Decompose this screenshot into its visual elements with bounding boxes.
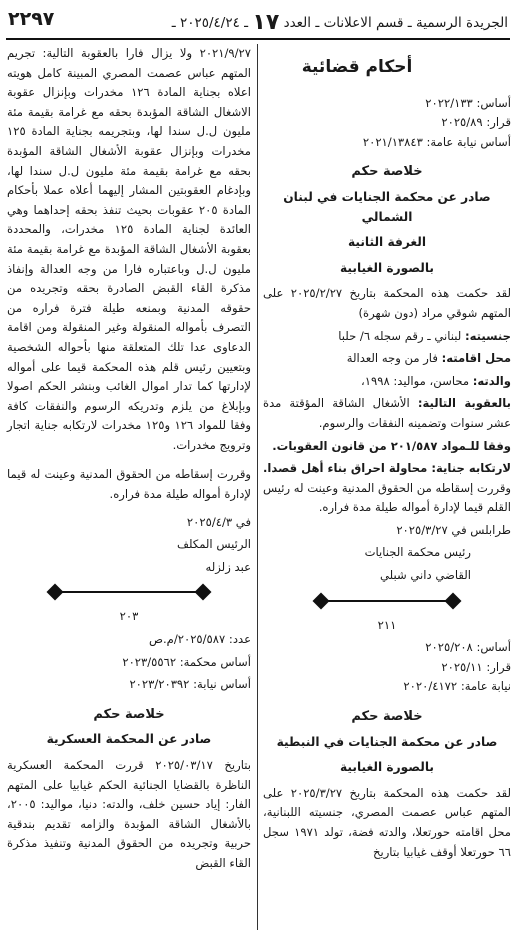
case2-date: في ٢٠٢٥/٤/٣	[186, 514, 251, 529]
case3-number: ٢٠٣	[119, 609, 139, 624]
issue-date: ـ ٢٠٢٥/٤/٢٤ ـ	[171, 15, 249, 31]
nationality-value: لبناني ـ رقم سجله ٦/ حلبا	[338, 328, 465, 343]
case2-absentia: بالصورة الغيابية	[340, 760, 434, 775]
case1-paragraph: لقد حكمت هذه المحكمة بتاريخ ٢٠٢٥/٢/٢٧ على المتهم شوقي مراد (دون شهرة)	[263, 286, 512, 320]
header-title	[172, 10, 508, 35]
case1-absentia: بالصورة الغيابية	[340, 260, 434, 275]
mother-label: والدته:	[472, 373, 511, 388]
page-number: ٢٢٩٧	[8, 8, 55, 30]
case1-qarar: قرار: ٢٠٢٥/٨٩	[441, 115, 511, 130]
case1-residence	[263, 349, 511, 369]
penalty-label: بالعقوبة التالية:	[417, 396, 511, 411]
case1-decision: وقررت إسقاطه من الحقوق المدنية وعينت له رئيس القلم قيما لإدارة أمواله طيلة مدة فراره.	[263, 480, 511, 515]
case2-niyaba: نيابة عامة: ٢٠٢٠/٤١٧٢	[403, 679, 511, 694]
column-divider	[257, 44, 258, 930]
mother-value: محاسن، مواليد: ١٩٩٨،	[361, 373, 473, 388]
case1-mother	[263, 372, 511, 392]
header-rule	[6, 38, 510, 40]
case3-court: صادر عن المحكمة العسكرية	[46, 732, 212, 747]
case3-asas: أساس محكمة: ٢٠٢٣/٥٥٦٢	[122, 654, 251, 669]
case1-asas: أساس: ٢٠٢٢/١٣٣	[425, 95, 511, 110]
case2-paragraph: لقد حكمت هذه المحكمة بتاريخ ٢٠٢٥/٣/٢٧ على المتهم عباس عصمت المصري، جنسيته اللبنانية، محل اقامته حورتعلا، والدته فضة، تولد ١٩٧١ سجل ٦٦ حورتعلا أوقف غيابيا بتاريخ	[263, 785, 512, 859]
residence-value: فار من وجه العدالة	[346, 351, 442, 366]
penalty-value: الأشغال الشاقة المؤقتة مدة عشر سنوات وتضمينه النفقات والرسوم.	[263, 396, 511, 430]
case2-asas: أساس: ٢٠٢٥/٢٠٨	[425, 640, 511, 655]
case2-continuation: ٢٠٢١/٩/٢٧ ولا يزال فارا بالعقوبة التالية: تجريم المتهم عباس عصمت المصري المبينة كامل هويته اعلاه بجناية المادة ١٢٦ مخدرات وبإنزال عقوبة الاشغال الشاقة المؤبدة بحقه مع غرامة بقيمة مئة مليون ل.ل سندا لها، وبتجريمه بجناية المادة ١٢٥ مخدرات وبإنزال عقوبة الأشغال الشاقة المؤبدة بحقه مع غرامة بقيمة مئة مليون ل.ل سندا لها، وبإدغام العقوبتين المشار إليهما أعلاه عملا بأحكام المادة ٢٠٥ عقوبات بحيث تنفذ بحقه إحداهما وهي العائدة لجناية المادة ١٢٥ مخدرات، والمحددة بعقوبة الأشغال الشاقة المؤبدة مع غرامة بقيمة مئة مليون ل.ل وباعتباره فارا من وجه العدالة وإنفاذ مذكرة القاء القبض الصادرة بحقه وتجريده من حقوقه المدنية وبمنعه طيلة فترة فراره من التصرف بأمواله المنقولة وغير المنقولة ومن اقامة الدعاوى عدا تلك المتعلقة منها بأحواله الشخصية وبتعيين رئيس قلم هذه المحكمة قيما على أمواله لإدارتها كما تدار اموال الغائب وبنشر الحكم اصولا وبإبلاغ من يلزم وتدريكه الرسوم والنفقات كافة وفقا للمواد ١٢٦ و١٢٥ مخدرات لارتكابه جناية اتجار وترويج مخدرات.	[7, 46, 251, 452]
case1-penalty	[263, 394, 511, 433]
header-title-text: الجريدة الرسمية ـ قسم الاعلانات ـ العدد	[283, 15, 508, 31]
nationality-label: جنسيته:	[464, 328, 511, 343]
case2-sign-title: الرئيس المكلف	[176, 537, 251, 552]
case2-decision: وقررت إسقاطه من الحقوق المدنية وعينت له قيما لإدارة أمواله طيلة مدة فراره.	[7, 467, 251, 502]
case2-sign-name: عبد زلزله	[205, 559, 251, 574]
case3-adad: عدد: ٢٠٢٥/٥٨٧/م.ص	[148, 632, 251, 647]
case2-qarar: قرار: ٢٠٢٥/١١	[441, 659, 511, 674]
residence-label: محل اقامته:	[441, 351, 511, 366]
section-title: أحكام قضائية	[301, 57, 413, 77]
case1-crime: لارتكابه جناية: محاولة احراق بناء أهل قصدا.	[263, 461, 511, 476]
issue-number: ١٧	[252, 10, 280, 35]
case1-chamber: الغرفة الثانية	[347, 235, 427, 250]
case2-court: صادر عن محكمة الجنايات في النبطية	[276, 734, 498, 749]
case2-summary-heading: خلاصة حكم	[351, 709, 423, 725]
case1-nationality	[263, 327, 511, 347]
case3-paragraph: بتاريخ ٢٠٢٥/٠٣/١٧ قررت المحكمة العسكرية الناظرة بالقضايا الجنائية الحكم غيابيا على المتهم الفار: إياد حسين خلف، والدته: دنيا، مواليد: ٢٠٠٥، بالأشغال الشاقة المؤبدة والزامه تقديم بندقية حربية وتجريده من الحقوق المدنية وتنفيذ مذكرة القاء القبض	[7, 758, 251, 870]
case1-sign-title: رئيس محكمة الجنايات	[364, 545, 471, 560]
case1-court: صادر عن محكمة الجنايات في لبنان الشمالي	[283, 189, 491, 224]
page-header	[6, 6, 510, 34]
case1-law: وفقا للـمواد ٢٠١/٥٨٧ من قانون العقوبات.	[272, 438, 511, 453]
left-column	[7, 44, 251, 874]
case2-number: ٢١١	[377, 617, 397, 632]
case1-summary-heading: خلاصة حكم	[351, 164, 423, 180]
case1-place-date: طرابلس في ٢٠٢٥/٣/٢٧	[396, 522, 511, 537]
case3-summary-heading: خلاصة حكم	[93, 706, 165, 722]
section-divider	[263, 590, 511, 612]
case1-niyaba: أساس نيابة عامة: ٢٠٢١/١٣٨٤٣	[362, 134, 511, 149]
case1-sign-name: القاضي داني شبلي	[379, 568, 471, 583]
right-column	[263, 44, 511, 862]
case3-niyaba: أساس نيابة: ٢٠٢٣/٢٠٣٩٢	[129, 677, 251, 692]
section-divider-left	[7, 581, 251, 603]
